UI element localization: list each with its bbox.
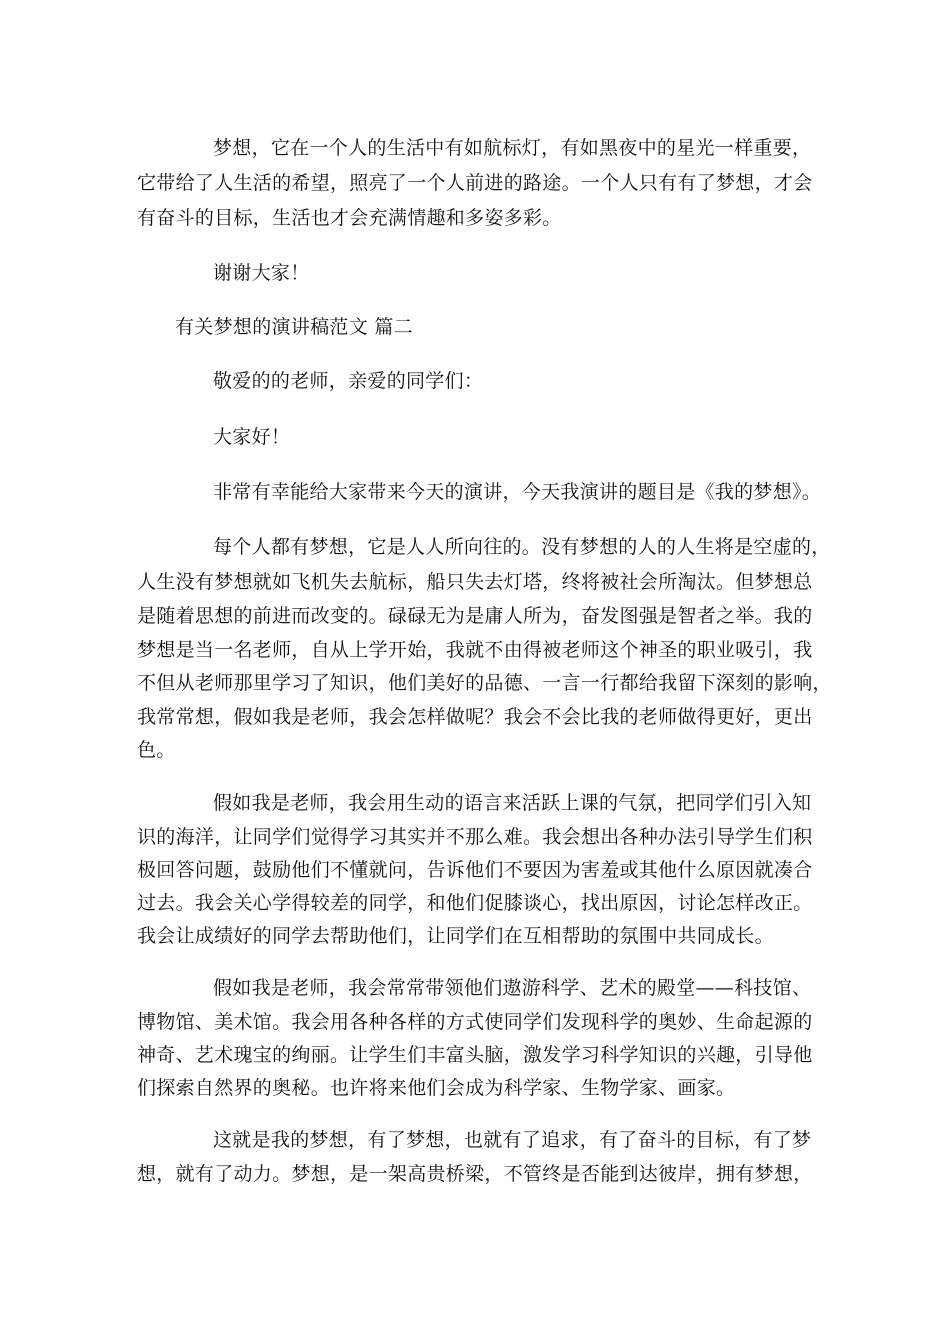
- paragraph-line: 每个人都有梦想，它是人人所向往的。没有梦想的人的人生将是空虚的，: [213, 536, 831, 558]
- thanks-line: 谢谢大家！: [213, 262, 310, 284]
- paragraph-line: 博物馆、美术馆。我会用各种各样的方式使同学们发现科学的奥妙、生命起源的: [137, 1011, 813, 1033]
- opening-line: 非常有幸能给大家带来今天的演讲，今天我演讲的题目是《我的梦想》。: [213, 481, 822, 503]
- paragraph-line: 过去。我会关心学得较差的同学，和他们促膝谈心，找出原因，讨论怎样改正。: [137, 892, 813, 914]
- paragraph-line: 是随着思想的前进而改变的。碌碌无为是庸人所为，奋发图强是智者之举。我的: [137, 605, 813, 627]
- paragraph-line: 我常常想，假如我是老师，我会怎样做呢？我会不会比我的老师做得更好，更出: [137, 706, 813, 728]
- paragraph-line: 人生没有梦想就如飞机失去航标，船只失去灯塔，终将被社会所淘汰。但梦想总: [137, 571, 813, 593]
- paragraph-line: 识的海洋，让同学们觉得学习其实并不那么难。我会想出各种办法引导学生们积: [137, 826, 813, 848]
- intro-line: 它带给了人生活的希望，照亮了一个人前进的路途。一个人只有有了梦想，才会: [137, 172, 813, 194]
- section-title: 有关梦想的演讲稿范文 篇二: [175, 316, 413, 338]
- intro-line: 有奋斗的目标，生活也才会充满情趣和多姿多彩。: [137, 207, 562, 229]
- paragraph-line: 极回答问题，鼓励他们不懂就问，告诉他们不要因为害羞或其他什么原因就凑合: [137, 859, 813, 881]
- paragraph-line: 们探索自然界的奥秘。也许将来他们会成为科学家、生物学家、画家。: [137, 1077, 736, 1099]
- paragraph-line: 我会让成绩好的同学去帮助他们，让同学们在互相帮助的氛围中共同成长。: [137, 925, 774, 947]
- paragraph-line: 这就是我的梦想，有了梦想，也就有了追求，有了奋斗的目标，有了梦: [213, 1129, 812, 1151]
- paragraph-line: 假如我是老师，我会用生动的语言来活跃上课的气氛，把同学们引入知: [213, 792, 812, 814]
- paragraph-line: 梦想是当一名老师，自从上学开始，我就不由得被老师这个神圣的职业吸引，我: [137, 639, 813, 661]
- paragraph-line: 神奇、艺术瑰宝的绚丽。让学生们丰富头脑，激发学习科学知识的兴趣，引导他: [137, 1044, 813, 1066]
- paragraph-line: 假如我是老师，我会常常带领他们遨游科学、艺术的殿堂——科技馆、: [213, 977, 812, 999]
- paragraph-line: 色。: [137, 739, 176, 761]
- paragraph-line: 想，就有了动力。梦想，是一架高贵桥梁，不管终是否能到达彼岸，拥有梦想，: [137, 1163, 813, 1185]
- greeting-line: 敬爱的的老师，亲爱的同学们：: [213, 370, 484, 392]
- intro-line: 梦想，它在一个人的生活中有如航标灯，有如黑夜中的星光一样重要，: [213, 137, 812, 159]
- hello-line: 大家好！: [213, 426, 291, 448]
- paragraph-line: 不但从老师那里学习了知识，他们美好的品德、一言一行都给我留下深刻的影响，: [137, 672, 832, 694]
